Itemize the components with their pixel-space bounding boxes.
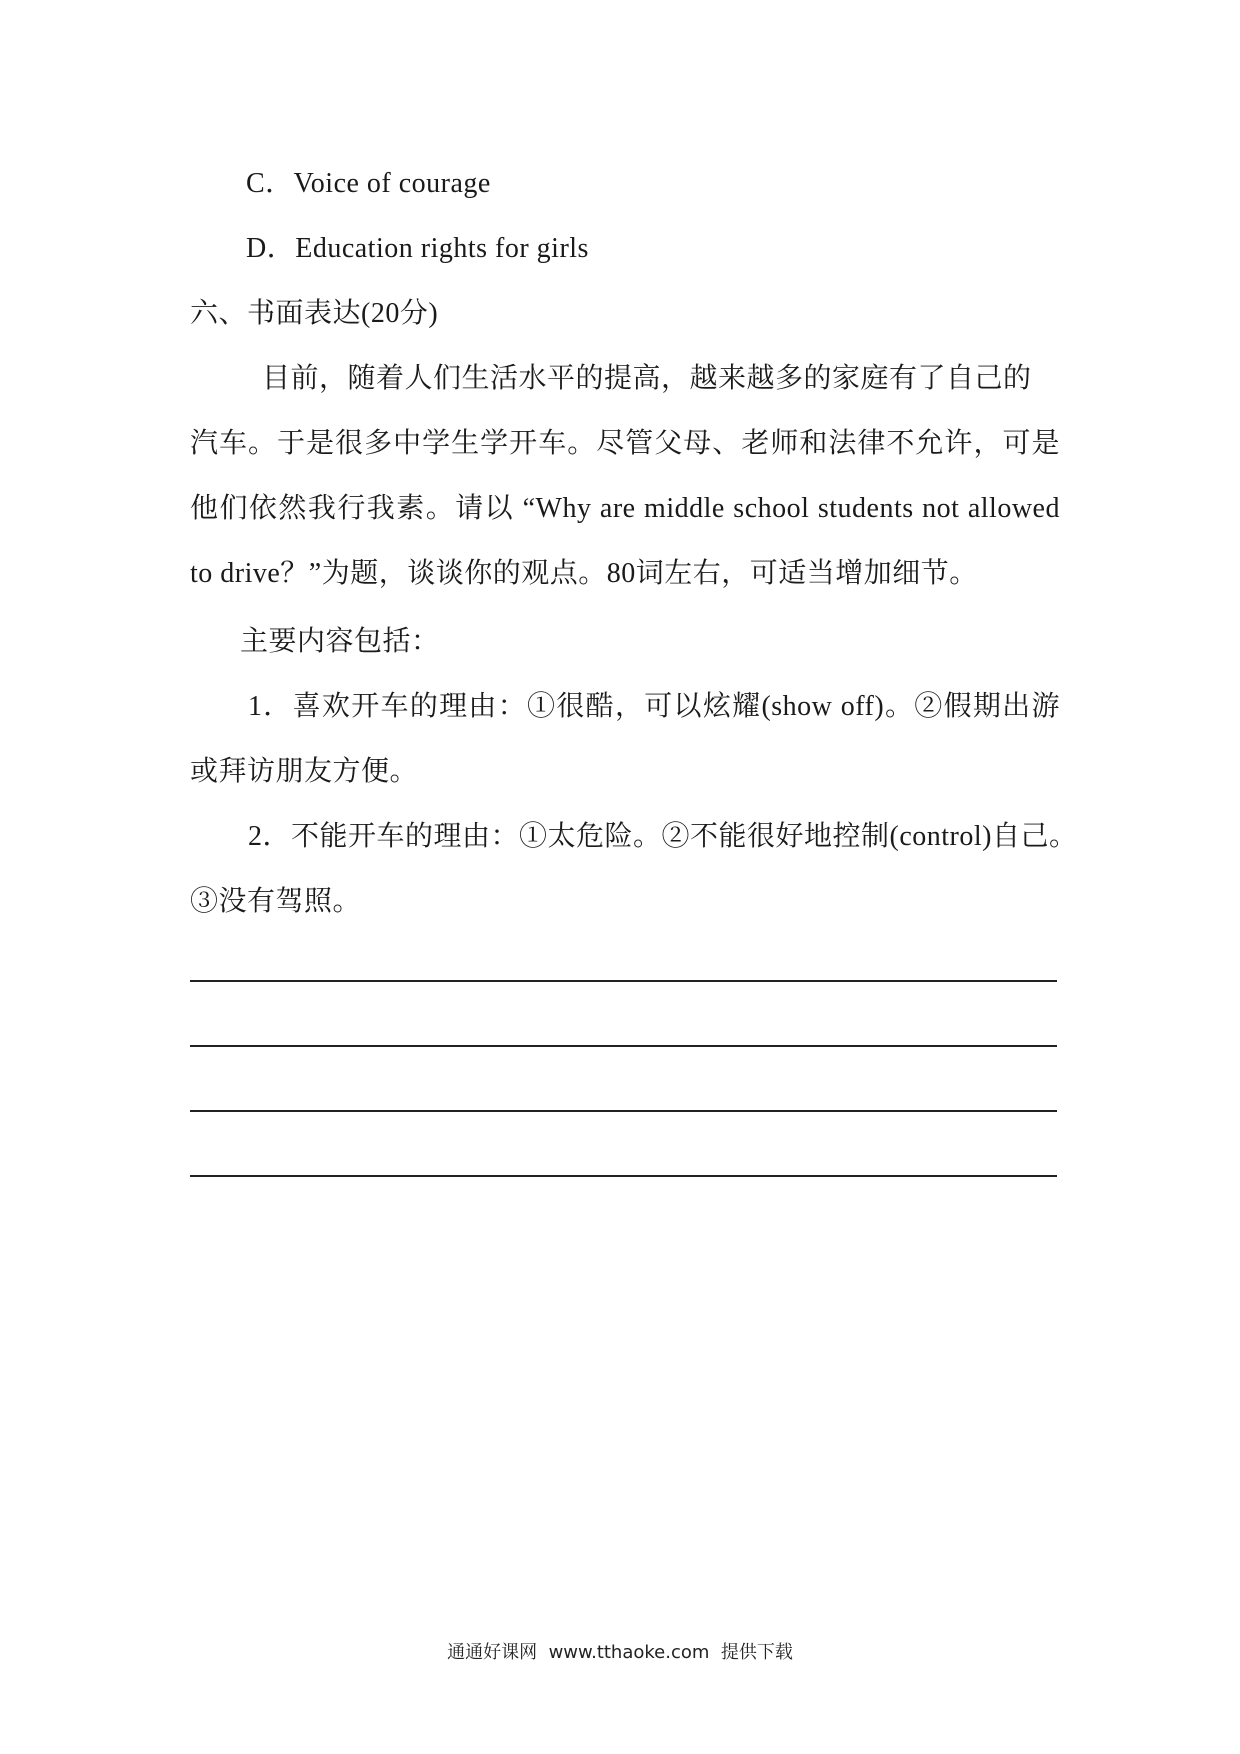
- prompt-line-3: 他们依然我行我素。请以 “Why are middle school students not allowed: [190, 493, 1060, 524]
- content-heading: 主要内容包括：: [240, 626, 440, 657]
- point-1-line-2: 或拜访朋友方便。: [190, 756, 419, 787]
- answer-line-1[interactable]: [190, 980, 1057, 982]
- point-2-line-1: 2．不能开车的理由：①太危险。②不能很好地控制(control)自己。: [248, 821, 1078, 852]
- option-c: C．Voice of courage: [246, 168, 491, 199]
- prompt-line-2: 汽车。于是很多中学生学开车。尽管父母、老师和法律不允许，可是: [190, 428, 1060, 459]
- point-2-line-2: ③没有驾照。: [190, 886, 362, 917]
- section-heading: 六、书面表达(20分): [190, 298, 439, 329]
- footer-source: 通通好课网 www.tthaoke.com 提供下载: [447, 1642, 793, 1663]
- answer-line-3[interactable]: [190, 1110, 1057, 1112]
- prompt-line-4: to drive？”为题，谈谈你的观点。80词左右，可适当增加细节。: [190, 558, 978, 589]
- prompt-line-1: 目前，随着人们生活水平的提高，越来越多的家庭有了自己的: [262, 363, 1032, 394]
- answer-line-4[interactable]: [190, 1175, 1057, 1177]
- answer-line-2[interactable]: [190, 1045, 1057, 1047]
- option-d: D．Education rights for girls: [246, 233, 589, 264]
- point-1-line-1: 1．喜欢开车的理由：①很酷，可以炫耀(show off)。②假期出游: [248, 691, 1060, 722]
